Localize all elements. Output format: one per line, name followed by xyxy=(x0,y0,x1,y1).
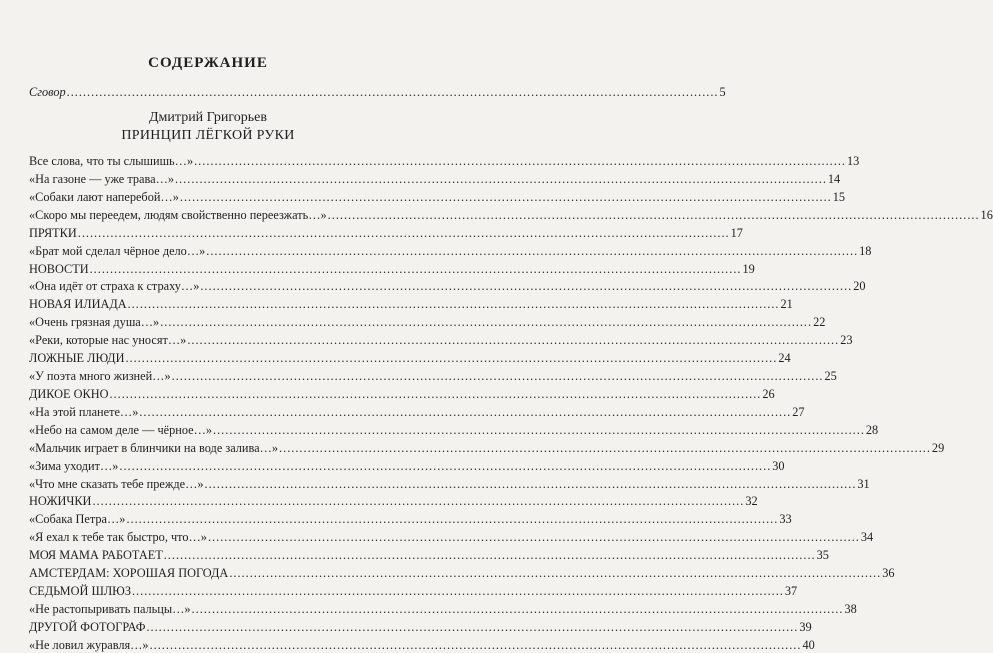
toc-entry-title: МОЯ МАМА РАБОТАЕТ xyxy=(29,548,163,563)
toc-entry xyxy=(29,153,860,169)
toc-entry xyxy=(29,511,792,527)
leader-dots xyxy=(92,493,744,509)
toc-entry-title: ДИКОЕ ОКНО xyxy=(29,386,109,401)
book-title: ПРИНЦИП ЛЁГКОЙ РУКИ xyxy=(121,128,295,143)
toc-entry-title: НОВОСТИ xyxy=(29,261,89,276)
toc-entry-page: 30 xyxy=(772,458,785,473)
toc-entry-page: 19 xyxy=(742,261,755,276)
page-heading: СОДЕРЖАНИЕ xyxy=(148,55,268,71)
leader-dots xyxy=(67,84,719,100)
toc-entry xyxy=(29,529,874,545)
toc-entry-preface xyxy=(29,84,726,100)
toc-entry-title: «Мальчик играет в блинчики на воде залива…» xyxy=(29,440,279,455)
toc-entry-page: 20 xyxy=(853,279,866,294)
toc-entry-title: Сговор xyxy=(29,85,66,99)
toc-entry-title: АМСТЕРДАМ: ХОРОШАЯ ПОГОДА xyxy=(29,566,229,581)
leader-dots xyxy=(146,619,798,635)
leader-dots xyxy=(150,637,802,653)
leader-dots xyxy=(208,529,860,545)
toc-entry xyxy=(29,637,815,653)
toc-entry xyxy=(29,583,798,599)
toc-entry-page: 18 xyxy=(859,243,872,258)
toc-entry xyxy=(29,619,812,635)
toc-entry-page: 35 xyxy=(816,548,829,563)
toc-entry xyxy=(29,422,879,438)
toc-entry xyxy=(29,547,829,563)
toc-entry-title: «Очень грязная душа…» xyxy=(29,315,160,330)
toc-entry-page: 25 xyxy=(824,369,837,384)
leader-dots xyxy=(126,511,778,527)
leader-dots xyxy=(175,171,827,187)
toc-entry-title: «На газоне — уже трава…» xyxy=(29,171,175,186)
toc-entry xyxy=(29,278,866,294)
leader-dots xyxy=(128,296,780,312)
toc-entry-page: 22 xyxy=(813,315,826,330)
toc-entry-page: 16 xyxy=(980,207,993,222)
toc-entry-title: «Брат мой сделал чёрное дело…» xyxy=(29,243,206,258)
toc-entry-title: «Реки, которые нас уносят…» xyxy=(29,333,187,348)
leader-dots xyxy=(192,601,844,617)
toc-entry xyxy=(29,225,743,241)
toc-entry-title: «У поэта много жизней…» xyxy=(29,369,171,384)
toc-entry xyxy=(29,189,846,205)
leader-dots xyxy=(139,404,791,420)
leader-dots xyxy=(172,368,824,384)
toc-entry-title: «Она идёт от страха к страху…» xyxy=(29,279,200,294)
leader-dots xyxy=(194,153,846,169)
toc-entry-title: «Что мне сказать тебе прежде…» xyxy=(29,476,204,491)
toc-entry xyxy=(29,261,755,277)
toc-entry xyxy=(29,601,857,617)
toc-entry xyxy=(29,440,945,456)
toc-entry-page: 24 xyxy=(778,351,791,366)
toc-entry-page: 23 xyxy=(840,333,853,348)
toc-entry-page: 28 xyxy=(865,422,879,437)
leader-dots xyxy=(229,565,881,581)
leader-dots xyxy=(205,476,857,492)
leader-dots xyxy=(187,332,839,348)
toc-entry-page: 38 xyxy=(844,602,857,616)
leader-dots xyxy=(180,189,832,205)
toc-entry-page: 40 xyxy=(802,637,815,652)
toc-entry xyxy=(29,314,826,330)
toc-entry-page: 32 xyxy=(745,494,758,509)
leader-dots xyxy=(119,458,771,474)
toc-entry-title: «Я ехал к тебе так быстро, что…» xyxy=(29,530,207,545)
leader-dots xyxy=(132,583,784,599)
leader-dots xyxy=(164,547,816,563)
leader-dots xyxy=(125,350,777,366)
toc-entry xyxy=(29,493,758,509)
toc-entry xyxy=(29,565,895,581)
leader-dots xyxy=(90,261,742,277)
toc-entry xyxy=(29,243,872,259)
toc-entry-title: ДРУГОЙ ФОТОГРАФ xyxy=(29,619,146,634)
leader-dots xyxy=(160,314,812,330)
toc-entry-page: 14 xyxy=(827,171,841,186)
toc-entry-page: 26 xyxy=(762,386,775,401)
toc-entry-title: СЕДЬМОЙ ШЛЮЗ xyxy=(29,584,131,599)
leader-dots xyxy=(279,440,931,456)
toc-entry-title: «Скоро мы переедем, людям свойственно переезжать…» xyxy=(29,207,327,222)
toc-entry-page: 15 xyxy=(832,189,846,204)
toc-entry-page: 33 xyxy=(779,512,792,527)
toc-entry-title: «Зима уходит…» xyxy=(29,458,119,473)
leader-dots xyxy=(109,386,761,402)
toc-entry xyxy=(29,332,853,348)
toc-entry-page: 37 xyxy=(784,584,798,599)
toc-entry xyxy=(29,171,841,187)
toc-entry-title: «На этой планете…» xyxy=(29,404,139,419)
toc-entry-title: НОВАЯ ИЛИАДА xyxy=(29,297,127,312)
toc-entry xyxy=(29,458,785,474)
toc-entry-page: 27 xyxy=(792,404,805,419)
toc-entry-title: «Не ловил журавля…» xyxy=(29,637,149,652)
toc-entry xyxy=(29,368,837,384)
toc-entry-title: «Собака Петра…» xyxy=(29,512,126,527)
toc-entry-title: НОЖИЧКИ xyxy=(29,494,92,509)
toc-entry-page: 36 xyxy=(882,566,895,581)
toc-entry-page: 13 xyxy=(846,154,860,168)
toc-entry-page: 31 xyxy=(857,476,870,491)
toc-entry-page: 29 xyxy=(931,440,945,455)
toc-entry-page: 34 xyxy=(860,530,874,545)
leader-dots xyxy=(78,225,730,241)
toc-entry xyxy=(29,350,791,366)
toc-entry-page: 5 xyxy=(719,85,726,99)
toc-entry xyxy=(29,386,775,402)
toc-entry xyxy=(29,296,793,312)
leader-dots xyxy=(200,278,852,294)
toc-entry-page: 21 xyxy=(780,297,793,312)
toc-entry xyxy=(29,404,805,420)
toc-entry-title: «Не растопыривать пальцы…» xyxy=(29,602,191,616)
author-name: Дмитрий Григорьев xyxy=(149,110,267,125)
toc-entry-page: 17 xyxy=(730,225,743,240)
toc-entry-title: «Собаки лают наперебой…» xyxy=(29,189,179,204)
leader-dots xyxy=(328,207,980,223)
toc-entry-page: 39 xyxy=(799,619,812,634)
toc-entry-title: «Небо на самом деле — чёрное…» xyxy=(29,422,213,437)
toc-entry-title: Все слова, что ты слышишь…» xyxy=(29,154,194,168)
leader-dots xyxy=(206,243,858,259)
toc-entry-title: ПРЯТКИ xyxy=(29,225,77,240)
toc-entry xyxy=(29,476,870,492)
toc-entry-title: ЛОЖНЫЕ ЛЮДИ xyxy=(29,351,125,366)
toc-entry xyxy=(29,207,993,223)
leader-dots xyxy=(213,422,865,438)
